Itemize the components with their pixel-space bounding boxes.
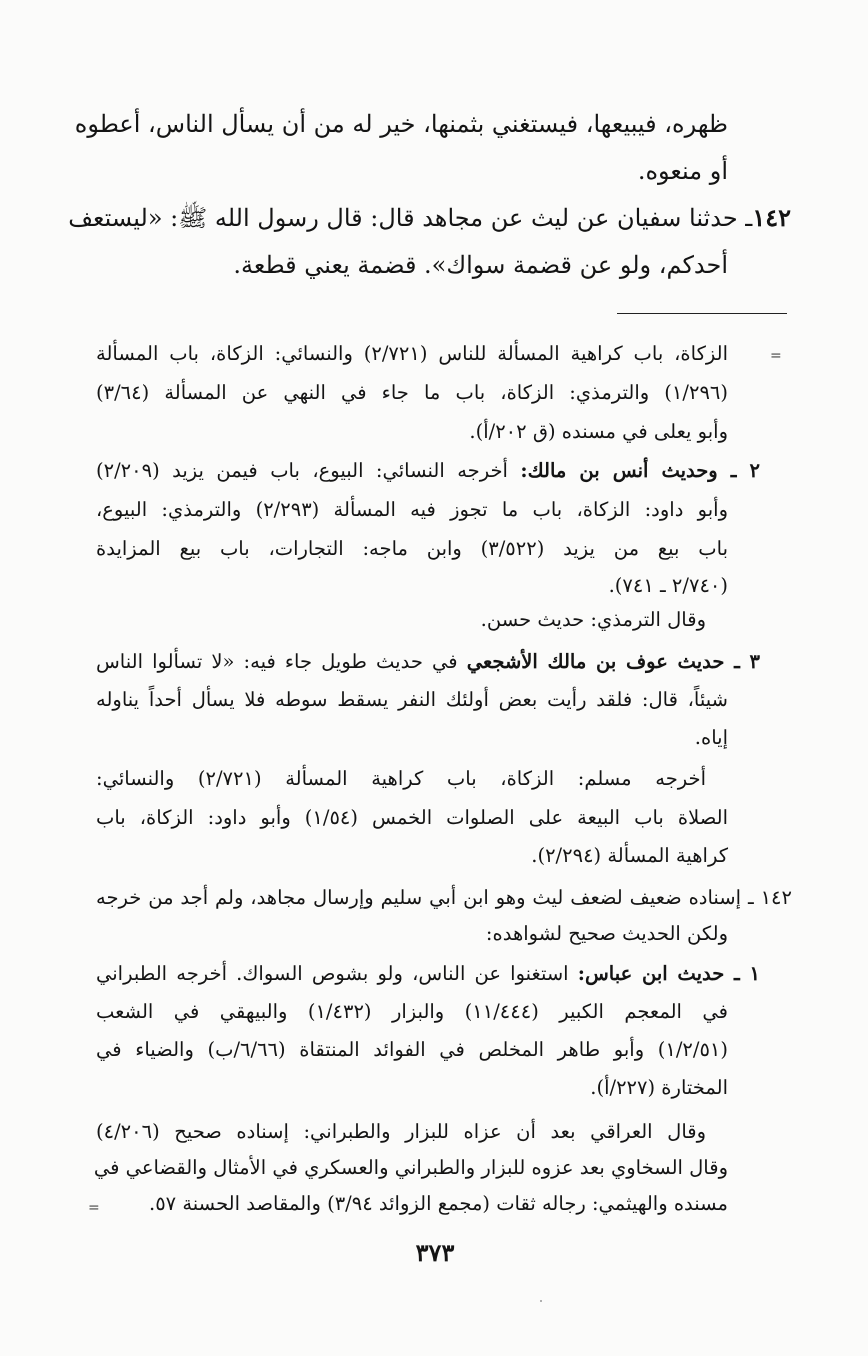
footnote-line: شيئاً، قال: فلقد رأيت بعض أولئك النفر يسقط سوطه فلا يسأل أحداً يناوله bbox=[96, 688, 728, 711]
footnote-line: وقال العراقي بعد أن عزاه للبزار والطبراني: إسناده صحيح (٤/٢٠٦) bbox=[96, 1120, 706, 1143]
footnote-line: مسنده والهيثمي: رجاله ثقات (مجمع الزوائد ٣/٩٤) والمقاصد الحسنة ٥٧. bbox=[148, 1192, 728, 1215]
hadith-text: ـ حدثنا سفيان عن ليث عن مجاهد قال: قال رسول الله ﷺ: «ليستعف bbox=[68, 204, 753, 232]
footnote-separator bbox=[617, 313, 787, 314]
footnote-text: أخرجه النسائي: البيوع، باب فيمن يزيد (٢/٢٠٩) bbox=[96, 459, 508, 482]
footnote-line: وأبو يعلى في مسنده (ق ٢٠٢/أ). bbox=[469, 420, 728, 443]
continuation-mark: = bbox=[770, 348, 782, 364]
footnote-line: وقال الترمذي: حديث حسن. bbox=[480, 608, 706, 631]
footnote-subhead: ١ ـ حديث ابن عباس: bbox=[577, 962, 760, 985]
footnote-line: (٢/٧٤٠ ـ ٧٤١). bbox=[608, 574, 728, 597]
hadith-142-line bbox=[68, 203, 791, 238]
footnote-line: أخرجه مسلم: الزكاة، باب كراهية المسألة (٢/٧٢١) والنسائي: bbox=[96, 767, 706, 790]
main-text-line: أحدكم، ولو عن قضمة سواك». قضمة يعني قطعة. bbox=[233, 251, 728, 279]
footnote-line: باب بيع من يزيد (٣/٥٢٢) وابن ماجه: التجارات، باب بيع المزايدة bbox=[96, 537, 728, 560]
footnote-line: وقال السخاوي بعد عزوه للبزار والطبراني والعسكري في الأمثال والقضاعي في bbox=[93, 1156, 728, 1179]
footnote-line: في المعجم الكبير (١١/٤٤٤) والبزار (١/٤٣٢) والبيهقي في الشعب bbox=[96, 1000, 728, 1023]
footnote-subhead: ٢ ـ وحديث أنس بن مالك: bbox=[520, 459, 760, 482]
footnote-line bbox=[96, 650, 760, 673]
footnote-line bbox=[96, 459, 760, 482]
continuation-mark: = bbox=[88, 1200, 100, 1216]
main-text-line: ظهره، فيبيعها، فيستغني بثمنها، خير له من أن يسأل الناس، أعطوه bbox=[74, 110, 728, 138]
footnote-line: (١/٢٩٦) والترمذي: الزكاة، باب ما جاء في النهي عن المسألة (٣/٦٤) bbox=[96, 381, 728, 404]
footnote-142-line: ١٤٢ ـ إسناده ضعيف لضعف ليث وهو ابن أبي سليم وإرسال مجاهد، ولم أجد من خرجه bbox=[96, 886, 792, 909]
footnote-line: وأبو داود: الزكاة، باب ما تجوز فيه المسألة (٢/٢٩٣) والترمذي: البيوع، bbox=[96, 498, 728, 521]
footnote-line: ولكن الحديث صحيح لشواهده: bbox=[485, 922, 728, 945]
footnote-line: إياه. bbox=[694, 726, 728, 749]
hadith-number: ١٤٢ bbox=[752, 203, 791, 232]
footnote-line bbox=[96, 962, 760, 985]
footnote-line: الصلاة باب البيعة على الصلوات الخمس (١/٥٤) وأبو داود: الزكاة، باب bbox=[96, 806, 728, 829]
footnote-subhead: ٣ ـ حديث عوف بن مالك الأشجعي bbox=[466, 650, 761, 673]
footnote-line: (١/٢/٥١) وأبو طاهر المخلص في الفوائد المنتقاة (٦/٦٦/ب) والضياء في bbox=[96, 1038, 729, 1061]
footnote-text: في حديث طويل جاء فيه: «لا تسألوا الناس bbox=[96, 650, 458, 673]
main-text-line: أو منعوه. bbox=[637, 157, 728, 185]
footnote-line: كراهية المسألة (٢/٢٩٤). bbox=[531, 844, 728, 867]
footnote-text: استغنوا عن الناس، ولو بشوص السواك. أخرجه الطبراني bbox=[96, 962, 569, 985]
scan-speck bbox=[540, 1300, 542, 1302]
footnote-line: المختارة (٢٢٧/أ). bbox=[590, 1076, 728, 1099]
page-number: ٣٧٣ bbox=[415, 1238, 455, 1267]
footnote-line: الزكاة، باب كراهية المسألة للناس (٢/٧٢١) والنسائي: الزكاة، باب المسألة bbox=[96, 342, 728, 365]
